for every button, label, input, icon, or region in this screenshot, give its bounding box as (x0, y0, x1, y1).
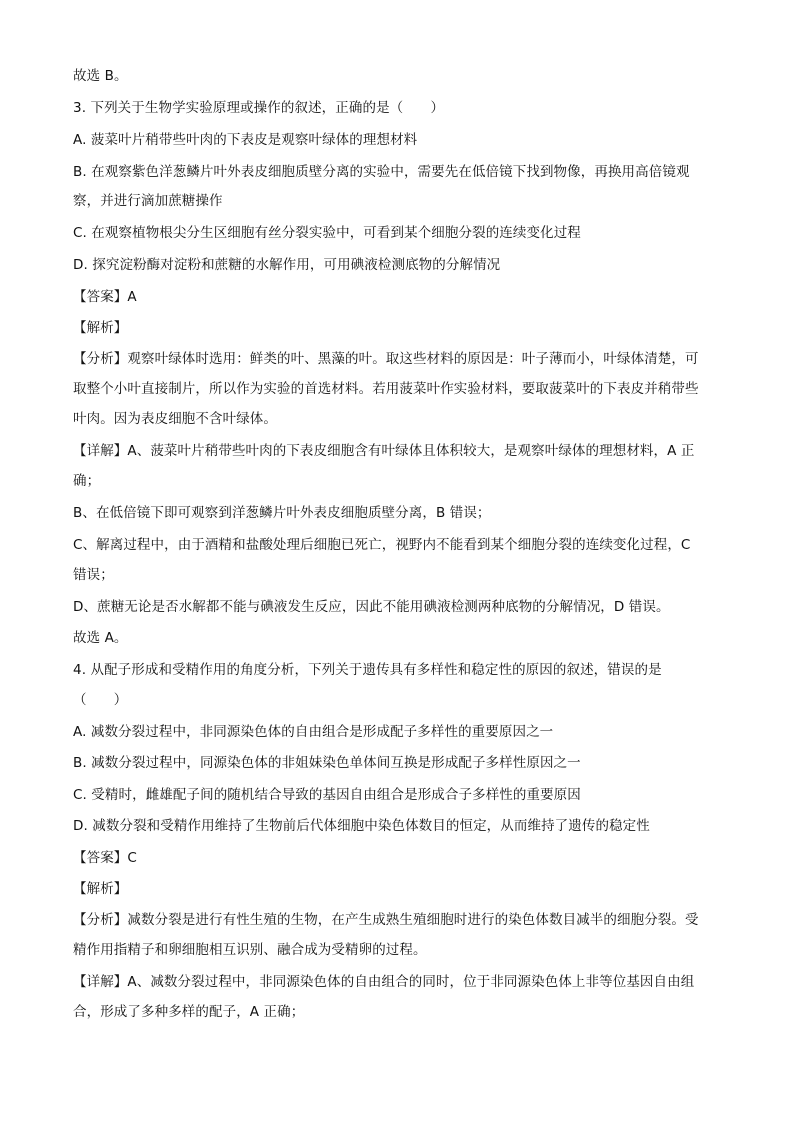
text-line: 故选 B。 (73, 68, 128, 84)
question-3-option-c: C. 在观察植物根尖分生区细胞有丝分裂实验中，可看到某个细胞分裂的连续变化过程 (73, 225, 581, 241)
question-4-stem-cont: （ ） (73, 692, 128, 708)
question-4-option-b: B. 减数分裂过程中，同源染色体的非姐妹染色单体间互换是形成配子多样性原因之一 (73, 755, 581, 771)
question-3-option-b: B. 在观察紫色洋葱鳞片叶外表皮细胞质壁分离的实验中，需要先在低倍镜下找到物像，再换用高倍镜观 (73, 164, 690, 180)
analysis-heading: 【解析】 (73, 881, 128, 897)
detail-text: 【详解】A、减数分裂过程中，非同源染色体的自由组合的同时，位于非同源染色体上非等位基因自由组 (73, 974, 695, 990)
question-3-option-d: D. 探究淀粉酶对淀粉和蔗糖的水解作用，可用碘液检测底物的分解情况 (73, 257, 501, 273)
detail-text: 错误； (73, 567, 114, 583)
analysis-text: 【分析】观察叶绿体时选用：鲜类的叶、黑藻的叶。取这些材料的原因是：叶子薄而小，叶绿体清楚，可 (73, 351, 699, 367)
answer-label: 【答案】A (73, 289, 137, 305)
text-line: 故选 A。 (73, 630, 128, 646)
question-4-stem: 4. 从配子形成和受精作用的角度分析，下列关于遗传具有多样性和稳定性的原因的叙述，错误的是 (73, 662, 662, 678)
question-4-option-c: C. 受精时，雌雄配子间的随机结合导致的基因自由组合是形成合子多样性的重要原因 (73, 787, 581, 803)
question-3-option-b-cont: 察，并进行滴加蔗糖操作 (73, 193, 223, 209)
detail-text: C、解离过程中，由于酒精和盐酸处理后细胞已死亡，视野内不能看到某个细胞分裂的连续变化过程，C (73, 537, 691, 553)
detail-text: 【详解】A、菠菜叶片稍带些叶肉的下表皮细胞含有叶绿体且体积较大，是观察叶绿体的理想材料，A 正 (73, 443, 695, 459)
question-4-option-a: A. 减数分裂过程中，非同源染色体的自由组合是形成配子多样性的重要原因之一 (73, 724, 554, 740)
detail-text: 合，形成了多种多样的配子，A 正确； (73, 1004, 305, 1020)
question-3-stem: 3. 下列关于生物学实验原理或操作的叙述，正确的是（ ） (73, 100, 445, 116)
analysis-text: 叶肉。因为表皮细胞不含叶绿体。 (73, 411, 277, 427)
detail-text: 确； (73, 473, 101, 489)
answer-label: 【答案】C (73, 850, 137, 866)
question-4-option-d: D. 减数分裂和受精作用维持了生物前后代体细胞中染色体数目的恒定，从而维持了遗传的稳定性 (73, 818, 650, 834)
analysis-heading: 【解析】 (73, 320, 128, 336)
detail-text: B、在低倍镜下即可观察到洋葱鳞片叶外表皮细胞质壁分离，B 错误； (73, 505, 491, 521)
analysis-text: 【分析】减数分裂是进行有性生殖的生物，在产生成熟生殖细胞时进行的染色体数目减半的细胞分裂。受 (73, 912, 699, 928)
analysis-text: 精作用指精子和卵细胞相互识别、融合成为受精卵的过程。 (73, 942, 427, 958)
question-3-option-a: A. 菠菜叶片稍带些叶肉的下表皮是观察叶绿体的理想材料 (73, 132, 418, 148)
analysis-text: 取整个小叶直接制片，所以作为实验的首选材料。若用菠菜叶作实验材料，要取菠菜叶的下表皮并稍带些 (73, 381, 699, 397)
detail-text: D、蔗糖无论是否水解都不能与碘液发生反应，因此不能用碘液检测两种底物的分解情况，D 错误。 (73, 599, 670, 615)
